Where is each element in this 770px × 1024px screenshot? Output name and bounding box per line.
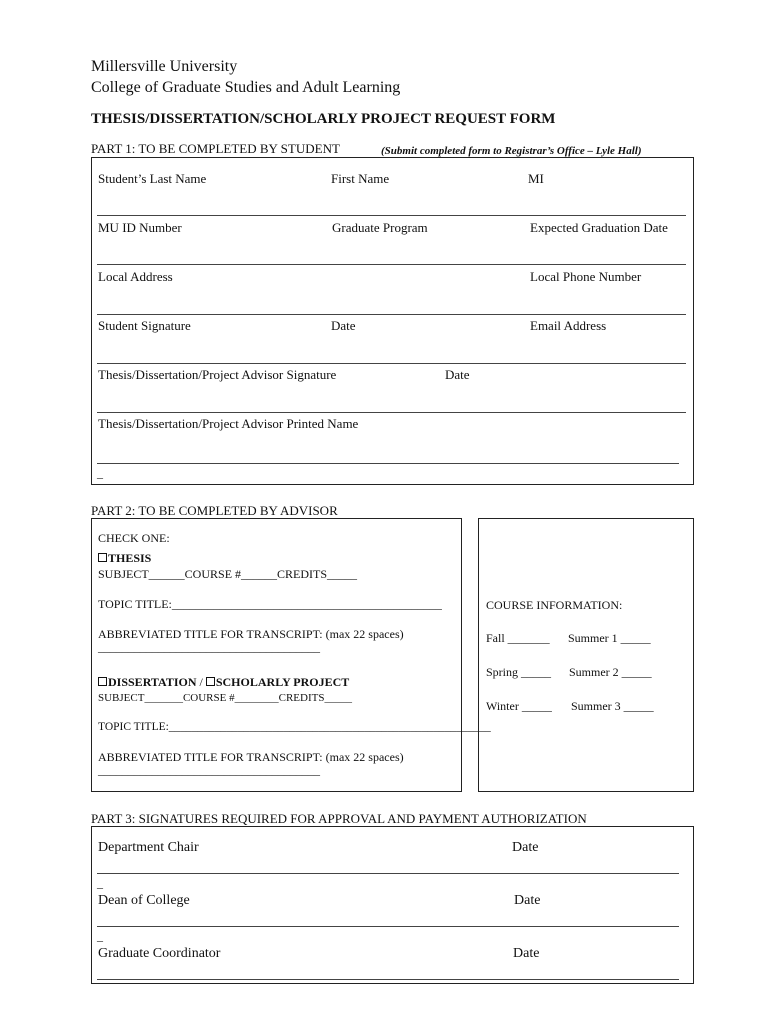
scholarly-project-label: SCHOLARLY PROJECT xyxy=(215,675,350,689)
thesis-label: THESIS xyxy=(108,551,152,565)
id-line[interactable] xyxy=(97,264,686,265)
form-title: THESIS/DISSERTATION/SCHOLARLY PROJECT REQUEST FORM xyxy=(91,111,556,127)
label-local-address: Local Address xyxy=(98,269,173,284)
label-department-chair: Department Chair xyxy=(98,840,199,855)
label-grad-coord-date: Date xyxy=(513,946,540,961)
label-graduate-coordinator: Graduate Coordinator xyxy=(98,946,221,961)
dissertation-abbrev-title-label: ABBREVIATED TITLE FOR TRANSCRIPT: (max 22 spaces) xyxy=(98,750,404,764)
course-info-heading: COURSE INFORMATION: xyxy=(486,598,623,612)
dept-underscore: _ xyxy=(97,876,103,890)
label-mu-id: MU ID Number xyxy=(98,220,182,235)
label-signature-date: Date xyxy=(331,318,356,333)
term-spring[interactable]: Spring _____ xyxy=(486,665,552,679)
thesis-checkbox[interactable] xyxy=(98,553,107,562)
term-fall[interactable]: Fall _______ xyxy=(486,631,550,645)
label-graduate-program: Graduate Program xyxy=(332,220,428,235)
label-advisor-printed-name: Thesis/Dissertation/Project Advisor Printed Name xyxy=(98,416,359,431)
dissertation-checkbox[interactable] xyxy=(98,677,107,686)
label-first-name: First Name xyxy=(331,171,390,186)
thesis-option[interactable] xyxy=(98,551,151,566)
university-name: Millersville University xyxy=(91,58,238,75)
department-chair-line[interactable] xyxy=(97,873,679,874)
advisor-printed-line[interactable] xyxy=(97,463,679,464)
term-winter[interactable]: Winter _____ xyxy=(486,699,552,713)
part1-note: (Submit completed form to Registrar’s Office – Lyle Hall) xyxy=(381,145,642,157)
label-mi: MI xyxy=(528,171,544,186)
course-info-box xyxy=(478,518,694,792)
label-local-phone: Local Phone Number xyxy=(530,269,642,284)
thesis-abbrev-title-label: ABBREVIATED TITLE FOR TRANSCRIPT: (max 22 spaces) xyxy=(98,627,404,641)
trailing-underscore: _ xyxy=(97,466,103,480)
option-separator: / xyxy=(196,675,206,689)
advisor-signature-line[interactable] xyxy=(97,412,686,413)
label-last-name: Student’s Last Name xyxy=(98,171,207,186)
dean-underscore: _ xyxy=(97,929,103,943)
label-dept-chair-date: Date xyxy=(512,840,539,855)
label-email: Email Address xyxy=(530,318,607,333)
dissertation-label: DISSERTATION xyxy=(108,675,197,689)
dissertation-subject-line[interactable]: SUBJECT_______COURSE #________CREDITS_____ xyxy=(98,692,352,704)
name-line[interactable] xyxy=(97,215,686,216)
thesis-topic-title[interactable]: TOPIC TITLE:_____________________________________________ xyxy=(98,597,442,611)
dissertation-abbrev-title-line[interactable]: _____________________________________ xyxy=(98,763,320,777)
term-summer-3[interactable]: Summer 3 _____ xyxy=(571,699,654,713)
part2-heading: PART 2: TO BE COMPLETED BY ADVISOR xyxy=(91,503,338,518)
dissertation-scholarly-option[interactable] xyxy=(98,675,349,690)
part3-heading: PART 3: SIGNATURES REQUIRED FOR APPROVAL AND PAYMENT AUTHORIZATION xyxy=(91,811,587,826)
term-summer-1[interactable]: Summer 1 _____ xyxy=(568,631,651,645)
signature-line[interactable] xyxy=(97,363,686,364)
college-name: College of Graduate Studies and Adult Learning xyxy=(91,79,401,96)
label-dean: Dean of College xyxy=(98,893,190,908)
scholarly-project-checkbox[interactable] xyxy=(206,677,215,686)
label-advisor-date: Date xyxy=(445,367,470,382)
label-dean-date: Date xyxy=(514,893,541,908)
dean-line[interactable] xyxy=(97,926,679,927)
term-summer-2[interactable]: Summer 2 _____ xyxy=(569,665,652,679)
check-one-label: CHECK ONE: xyxy=(98,531,170,545)
label-advisor-signature: Thesis/Dissertation/Project Advisor Signature xyxy=(98,367,337,382)
label-expected-graduation: Expected Graduation Date xyxy=(530,220,668,235)
part1-heading: PART 1: TO BE COMPLETED BY STUDENT xyxy=(91,141,340,156)
address-line[interactable] xyxy=(97,314,686,315)
graduate-coordinator-line[interactable] xyxy=(97,979,679,980)
label-student-signature: Student Signature xyxy=(98,318,191,333)
thesis-subject-line[interactable]: SUBJECT______COURSE #______CREDITS_____ xyxy=(98,567,358,581)
dissertation-topic-title[interactable]: TOPIC TITLE:________________________________________________________ xyxy=(98,721,491,733)
thesis-abbrev-title-line[interactable]: _____________________________________ xyxy=(98,640,320,654)
